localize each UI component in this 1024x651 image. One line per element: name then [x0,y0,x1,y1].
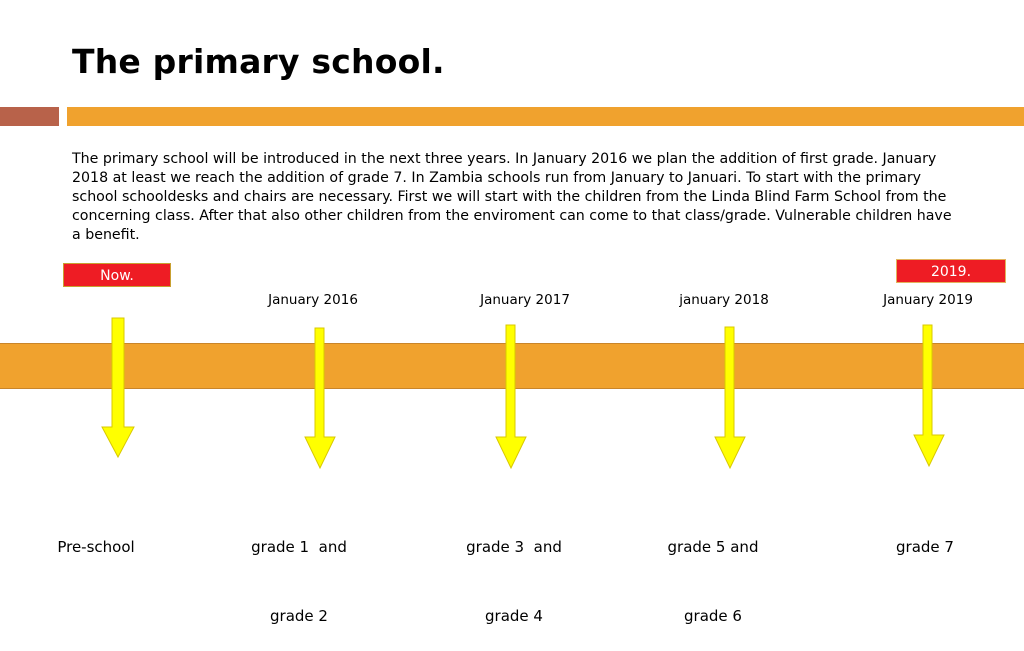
stage-grade-5-6 [668,490,759,651]
body-paragraph: The primary school will be introduced in the next three years. In January 2016 we plan the addition of first grade. January 2018 at least we reach the addition of grade 7. In Zambia schools run from January to Januari. To start with the primary school schooldesks and chairs are necessary. First we will start with the children from the Linda Blind Farm School from the concerning class. After that also other children from the enviroment can come to that class/grade. Vulnerable children have a benefit. [72,151,952,243]
stage-line1: grade 5 and [667,538,759,556]
stage-line2: grade 4 [485,607,543,625]
stage-line2: grade 6 [684,607,742,625]
slide-title: The primary school. [72,42,445,81]
stage-grade-3-4 [466,490,562,651]
stage-preschool [57,490,134,628]
stage-line1: grade 7 [896,538,954,556]
date-jan-2017: January 2017 [480,292,570,308]
arrow-2019 [914,325,944,466]
now-label: Now. [63,263,171,287]
date-jan-2016: January 2016 [268,292,358,308]
stage-line1: grade 3 and [466,538,562,556]
stage-line1: Pre-school [57,538,135,556]
arrow-now [102,318,134,457]
stage-grade-1-2 [251,490,347,651]
date-jan-2018: january 2018 [679,292,769,308]
arrow-2016 [305,328,335,468]
stage-line1: grade 1 and [251,538,347,556]
date-jan-2019: January 2019 [883,292,973,308]
arrow-2017 [496,325,526,468]
stage-line2: grade 2 [270,607,328,625]
arrow-2018 [715,327,745,468]
stage-grade-7 [896,490,954,628]
year-2019-label: 2019. [896,259,1006,283]
